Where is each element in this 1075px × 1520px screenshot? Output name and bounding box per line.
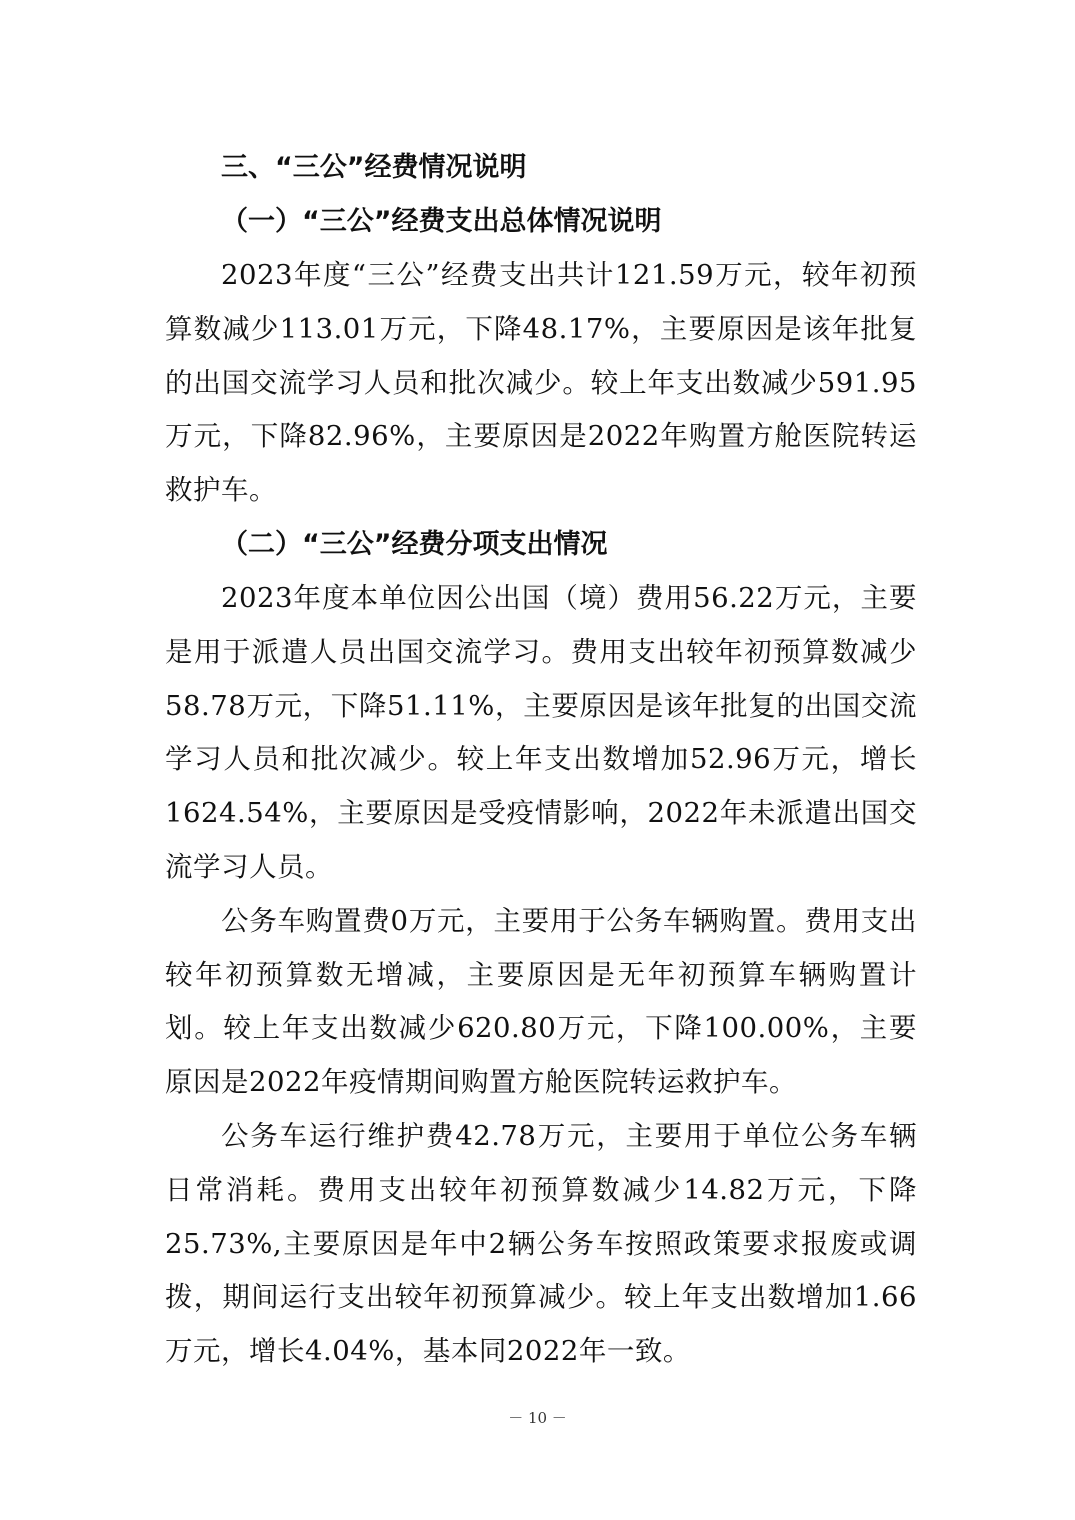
paragraph-3: 公务车购置费0万元，主要用于公务车辆购置。费用支出较年初预算数无增减，主要原因是无年初预算车辆购置计划。较上年支出数减少620.80万元，下降100.00%，主要原因是2022年疫情期间购置方舱医院转运救护车。	[165, 904, 917, 1099]
subsection-1-title: （一）“三公”经费支出总体情况说明	[221, 206, 662, 237]
document-body	[165, 141, 917, 1379]
section-title: 三、“三公”经费情况说明	[221, 152, 527, 183]
paragraph-4: 公务车运行维护费42.78万元，主要用于单位公务车辆日常消耗。费用支出较年初预算数减少14.82万元，下降25.73%,主要原因是年中2辆公务车按照政策要求报废或调拨，期间运行支出较年初预算减少。较上年支出数增加1.66万元，增长4.04%，基本同2022年一致。	[165, 1119, 917, 1368]
page-number: － 10 －	[508, 1409, 567, 1427]
paragraph-1: 2023年度“三公”经费支出共计121.59万元，较年初预算数减少113.01万元，下降48.17%，主要原因是该年批复的出国交流学习人员和批次减少。较上年支出数减少591.95万元，下降82.96%，主要原因是2022年购置方舱医院转运救护车。	[165, 259, 917, 507]
subsection-2-title: （二）“三公”经费分项支出情况	[221, 528, 608, 560]
paragraph-2: 2023年度本单位因公出国（境）费用56.22万元，主要是用于派遣人员出国交流学习。费用支出较年初预算数减少58.78万元，下降51.11%，主要原因是该年批复的出国交流学习人员和批次减少。较上年支出数增加52.96万元，增长1624.54%，主要原因是受疫情影响，2022年未派遣出国交流学习人员。	[165, 581, 917, 883]
